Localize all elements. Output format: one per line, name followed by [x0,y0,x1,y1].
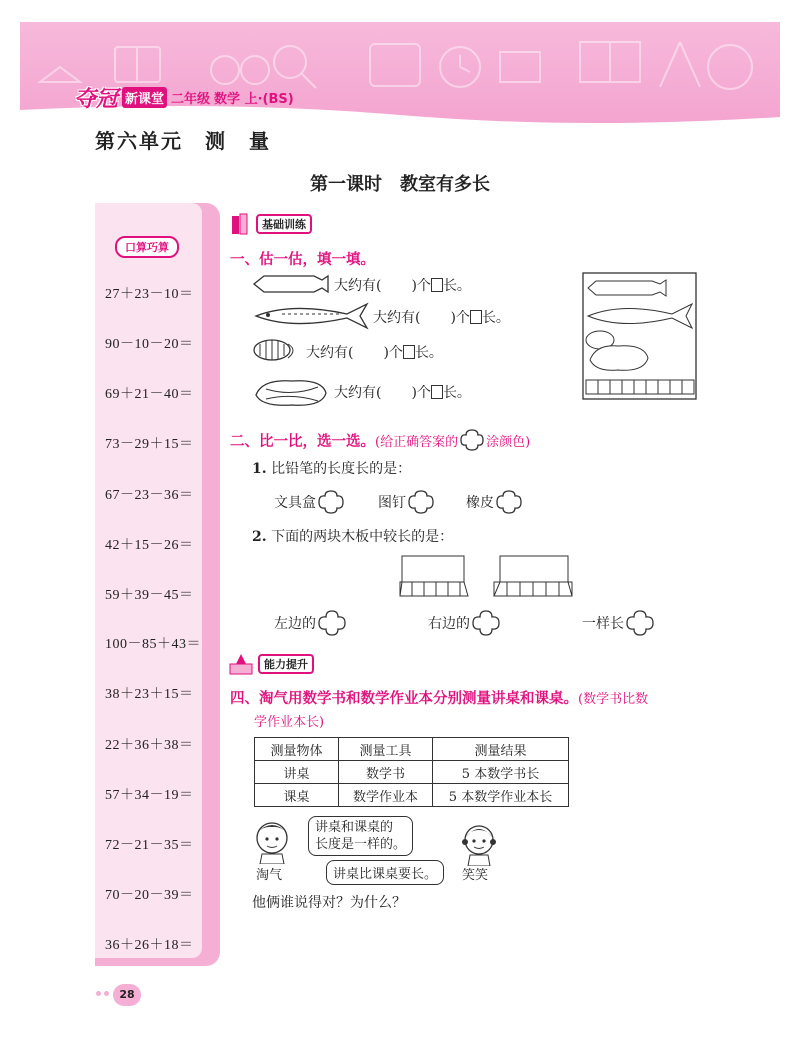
flower-answer-icon [458,427,486,453]
logo-sub-text: 新课堂 [122,87,167,108]
sidebar-badge: 口算巧算 [115,236,179,258]
option-label: 图钉 [378,495,406,511]
book-logo [74,80,404,114]
calc-item: 36＋26＋18＝ [105,938,194,953]
option-label: 橡皮 [466,495,494,511]
calc-item: 67－23－36＝ [105,488,194,503]
page-dots-decoration [96,991,109,996]
q1-row-1 [334,275,471,295]
table-cell: 课桌 [255,784,339,807]
q1-row-3-pre: 大约有( [306,345,354,361]
q2-sub1 [252,458,411,478]
option-label: 左边的 [274,616,316,632]
q2-note-post: 涂颜色) [486,434,531,450]
logo-main-text: 夺冠 [74,86,119,112]
corn-icon [252,336,300,364]
flower-answer-icon[interactable] [406,488,436,516]
unit-title: 第六单元 测 量 [95,129,271,153]
girl-avatar [460,820,498,866]
q4-question: 他俩谁说得对？为什么？ [252,895,406,911]
table-cell: 数学作业本 [339,784,433,807]
sidebar-panel [95,203,202,958]
q1-row-2-pre: 大约有( [373,310,421,326]
q4-title: 四、淘气用数学书和数学作业本分别测量讲桌和课桌。 [230,691,578,707]
q4-heading [230,687,700,708]
table-cell: 5 本数学书长 [433,761,569,784]
q2-sub2-number: 2. [252,529,267,545]
option-label: 一样长 [582,616,624,632]
bubble-1-line-1: 讲桌和课桌的 [315,820,394,835]
option-label: 文具盒 [274,495,316,511]
table-cell: 5 本数学作业本长 [433,784,569,807]
q2-sub1-option-3[interactable] [466,488,524,516]
basic-training-header [230,212,312,236]
q1-row-2 [373,307,510,327]
books-icon [230,212,252,236]
q1-row-1-pre: 大约有( [334,278,382,294]
q2-heading [230,427,530,453]
left-board-icon [398,552,470,598]
q2-sub2 [252,526,453,546]
q1-row-1-mid: )个 [411,278,431,294]
q1-title: 一、估一估，填一填。 [230,252,375,268]
q2-sub1-option-1[interactable] [274,488,346,516]
taoqi-name: 淘气 [256,868,283,883]
ability-badge: 能力提升 [258,654,314,674]
fish-icon [252,302,370,330]
calc-item: 90－10－20＝ [105,337,194,352]
page-number: 28 [113,984,141,1006]
flower-answer-icon[interactable] [494,488,524,516]
q1-row-3-post: 长。 [414,345,443,361]
q2-note-pre: (给正确答案的 [375,434,459,450]
unit-box[interactable] [431,385,443,399]
q2-sub1-option-2[interactable] [378,488,436,516]
q1-row-4-post: 长。 [442,385,471,401]
q1-row-3 [306,342,443,362]
q2-sub2-option-1[interactable] [274,608,348,638]
table-row [255,784,569,807]
q2-sub2-text: 下面的两块木板中较长的是： [271,529,454,545]
calc-item: 72－21－35＝ [105,838,194,853]
option-label: 右边的 [428,616,470,632]
calc-item: 100－85＋43＝ [105,637,201,652]
table-row [255,761,569,784]
flower-answer-icon[interactable] [316,608,348,638]
calc-item: 57＋34－19＝ [105,788,194,803]
taoqi-speech-bubble [308,816,413,856]
q2-sub1-text: 比铅笔的长度长的是： [271,461,412,477]
q2-sub2-option-2[interactable] [428,608,502,638]
q1-row-4 [334,382,471,402]
unit-box[interactable] [403,345,415,359]
q4-note-2: 学作业本长) [254,715,325,730]
xiaoxiao-name: 笑笑 [462,868,489,883]
subject-label: 数学 上·(BS) [214,91,294,107]
bubble-1-line-2: 长度是一样的。 [315,837,407,852]
q1-row-3-mid: )个 [383,345,403,361]
q1-row-1-post: 长。 [442,278,471,294]
calc-item: 27＋23－10＝ [105,287,194,302]
pencil-case-icon [252,272,332,296]
flower-answer-icon[interactable] [470,608,502,638]
q1-row-2-post: 长。 [481,310,510,326]
measurement-table [254,737,569,807]
table-header-cell: 测量结果 [433,738,569,761]
q2-sub2-option-3[interactable] [582,608,656,638]
ability-header [228,652,314,676]
lesson-title: 第一课时 教室有多长 [310,174,490,195]
boy-avatar [252,818,292,864]
table-cell: 讲桌 [255,761,339,784]
flower-answer-icon[interactable] [316,488,346,516]
dot [104,991,109,996]
xiaoxiao-speech-bubble: 讲桌比课桌要长。 [326,860,444,885]
q2-sub1-number: 1. [252,461,267,477]
unit-box[interactable] [470,310,482,324]
table-cell: 数学书 [339,761,433,784]
q1-row-4-pre: 大约有( [334,385,382,401]
q4-note-1: (数学书比数 [578,692,649,707]
calc-item: 70－20－39＝ [105,888,194,903]
q2-title: 二、比一比，选一选。 [230,433,375,450]
table-header-cell: 测量物体 [255,738,339,761]
basic-training-badge: 基础训练 [256,214,312,234]
cabbage-icon [252,375,330,409]
measurement-reference-picture [582,272,697,400]
right-board-icon [492,552,576,598]
mental-math-sidebar [95,203,220,966]
calc-item: 69＋21－40＝ [105,387,194,402]
podium-icon [228,652,254,676]
q1-row-4-mid: )个 [411,385,431,401]
calc-item: 73－29＋15＝ [105,437,194,452]
grade-label: 二年级 [171,91,211,107]
dot [96,991,101,996]
table-header-row [255,738,569,761]
calc-item: 59＋39－45＝ [105,588,194,603]
table-header-cell: 测量工具 [339,738,433,761]
calc-item: 38＋23＋15＝ [105,687,194,702]
unit-box[interactable] [431,278,443,292]
flower-answer-icon[interactable] [624,608,656,638]
calc-item: 42＋15－26＝ [105,538,194,553]
q1-row-2-mid: )个 [450,310,470,326]
calc-item: 22＋36＋38＝ [105,738,194,753]
